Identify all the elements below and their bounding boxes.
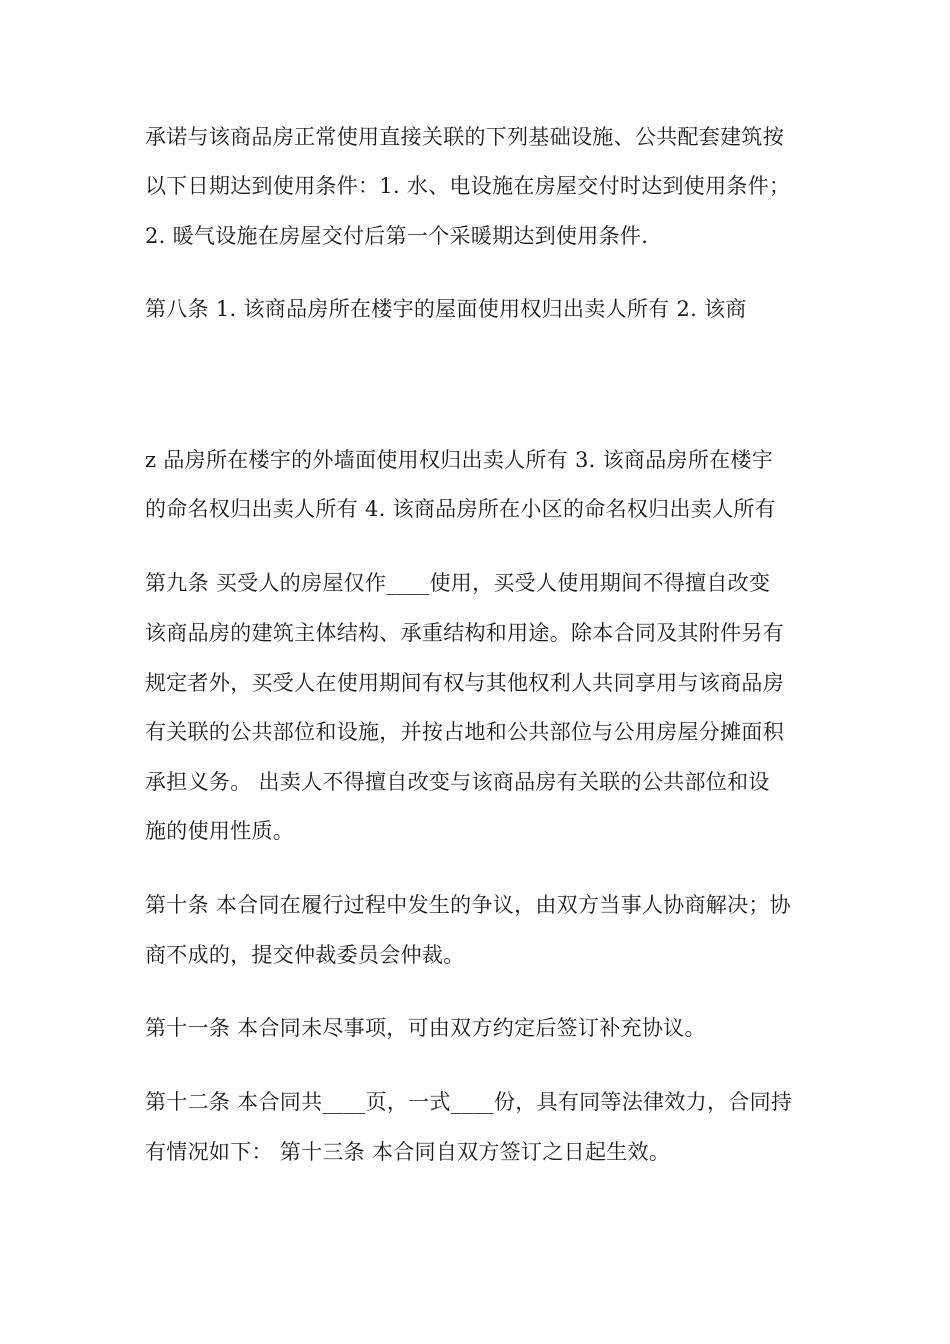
text-line: z 品房所在楼宇的外墙面使用权归出卖人所有 3. 该商品房所在楼宇 [145,448,774,472]
text-line: 第十条 本合同在履行过程中发生的争议，由双方当事人协商解决；协 [145,893,791,917]
text-line: 该商品房的建筑主体结构、承重结构和用途。除本合同及其附件另有 [145,621,784,645]
text-line: 有情况如下： 第十三条 本合同自双方签订之日起生效。 [145,1140,671,1164]
text-line: 的命名权归出卖人所有 4. 该商品房所在小区的命名权归出卖人所有 [145,497,776,521]
text-line: 商不成的，提交仲裁委员会仲裁。 [145,943,465,967]
text-line: 第十二条 本合同共____页，一式____份，具有同等法律效力，合同持 [145,1090,793,1114]
text-line: 有关联的公共部位和设施，并按占地和公共部位与公用房屋分摊面积 [145,720,784,744]
text-line: 2. 暖气设施在房屋交付后第一个采暖期达到使用条件. [145,224,649,248]
text-line: 第九条 买受人的房屋仅作____使用，买受人使用期间不得擅自改变 [145,571,771,595]
text-line: 以下日期达到使用条件：1. 水、电设施在房屋交付时达到使用条件； [145,174,791,198]
text-line: 承诺与该商品房正常使用直接关联的下列基础设施、公共配套建筑按 [145,125,784,149]
text-line: 第八条 1. 该商品房所在楼宇的屋面使用权归出卖人所有 2. 该商 [145,297,747,321]
text-line: 施的使用性质。 [145,819,295,843]
text-line: 第十一条 本合同未尽事项，可由双方约定后签订补充协议。 [145,1016,706,1040]
text-line: 承担义务。 出卖人不得擅自改变与该商品房有关联的公共部位和设 [145,770,770,794]
text-line: 规定者外，买受人在使用期间有权与其他权利人共同享用与该商品房 [145,671,784,695]
